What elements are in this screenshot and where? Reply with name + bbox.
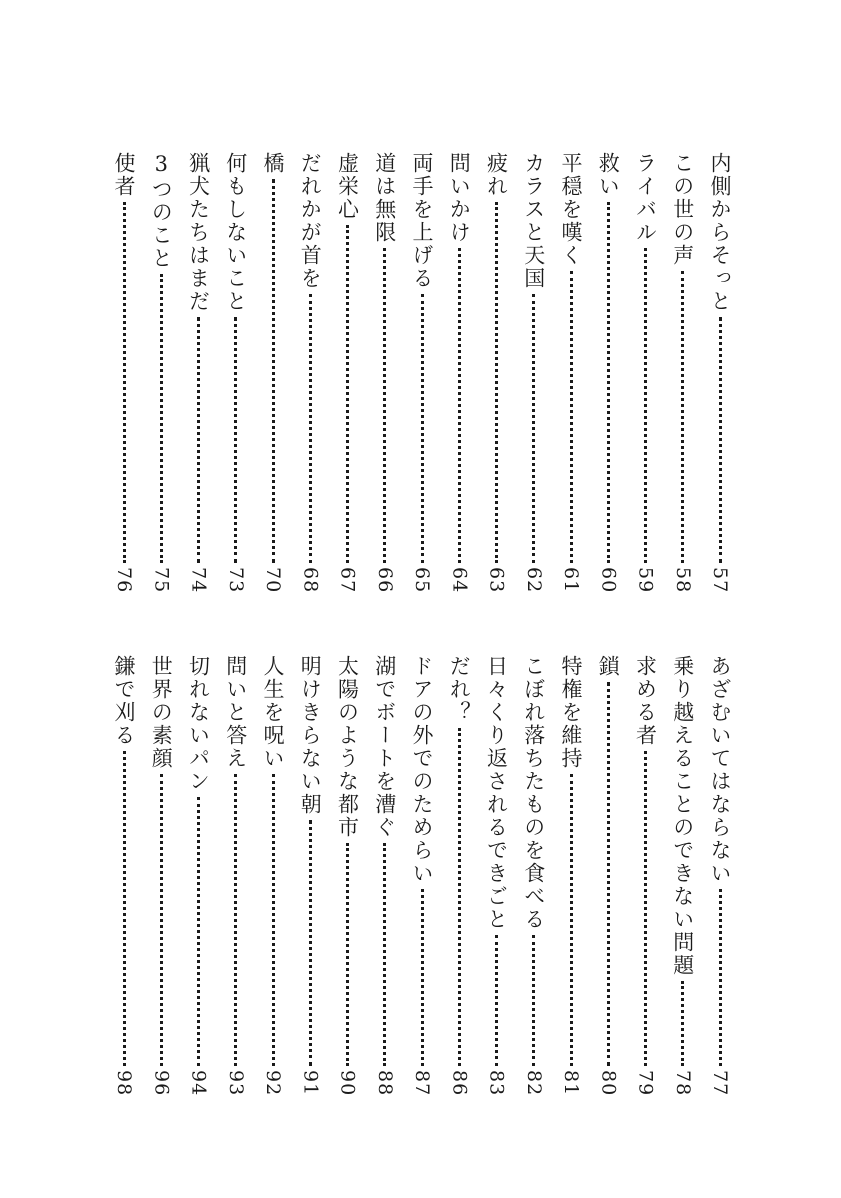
toc-entry-title: 道は無限 <box>372 152 397 244</box>
dotted-leader <box>570 774 573 1066</box>
dotted-leader <box>309 820 312 1066</box>
dotted-leader <box>123 751 126 1066</box>
toc-entry <box>556 152 586 597</box>
toc-entry-page-number: 81 <box>560 1070 582 1097</box>
toc-entry <box>482 152 512 597</box>
toc-entry-title: 太陽のような都市 <box>335 655 360 839</box>
toc-entry <box>668 152 698 597</box>
toc-entry-title: 問いかけ <box>447 152 472 244</box>
toc-entry <box>631 655 661 1100</box>
dotted-leader <box>197 317 200 563</box>
toc-entry-title: 救い <box>596 152 621 198</box>
toc-entry <box>146 655 176 1100</box>
toc-entry-title: 乗り越えることのできない問題 <box>670 655 695 977</box>
dotted-leader <box>458 728 461 1066</box>
toc-entry <box>444 655 474 1100</box>
toc-entry-title: 3つのこと <box>149 152 174 270</box>
toc-entry <box>333 152 363 597</box>
toc-entry-page-number: 62 <box>522 567 545 594</box>
toc-entry-title: ライバル <box>633 152 658 244</box>
dotted-leader <box>160 274 163 563</box>
toc-entry-page-number: 92 <box>262 1070 284 1097</box>
toc-entry-page-number: 65 <box>411 567 433 594</box>
dotted-leader <box>160 774 163 1066</box>
dotted-leader <box>123 202 126 563</box>
dotted-leader <box>234 774 237 1066</box>
toc-entry-title: 内側からそっと <box>708 152 732 313</box>
dotted-leader <box>421 294 424 563</box>
toc-entry-title: 何もしないこと <box>223 152 248 313</box>
toc-entry-title: 虚栄心 <box>335 152 360 221</box>
toc-entry <box>370 152 400 597</box>
dotted-leader <box>346 843 349 1066</box>
toc-entry-page-number: 88 <box>373 1070 396 1097</box>
dotted-leader <box>272 774 275 1066</box>
toc-entry-page-number: 80 <box>597 1070 620 1097</box>
toc-entry-title: 両手を上げる <box>410 152 434 290</box>
dotted-leader <box>346 225 349 563</box>
toc-entry-page-number: 59 <box>634 567 657 594</box>
toc-entry <box>295 152 325 597</box>
toc-entry-title: 特権を維持 <box>559 655 583 770</box>
toc-entry-page-number: 87 <box>411 1070 433 1097</box>
toc-entry <box>556 655 586 1100</box>
dotted-leader <box>532 935 535 1066</box>
toc-entry-page-number: 86 <box>448 1070 471 1097</box>
toc-entry-page-number: 77 <box>709 1070 731 1097</box>
toc-entry-page-number: 73 <box>224 567 247 594</box>
dotted-leader <box>495 202 498 563</box>
toc-entry-page-number: 78 <box>671 1070 694 1097</box>
toc-entry-page-number: 57 <box>709 567 731 594</box>
toc-entry-title: 人生を呪い <box>261 655 285 770</box>
toc-entry-page-number: 82 <box>522 1070 545 1097</box>
toc-entry-title: 明けきらない朝 <box>298 655 323 816</box>
toc-entry <box>705 152 735 597</box>
dotted-leader <box>719 317 722 563</box>
dotted-leader <box>681 981 684 1066</box>
toc-entry-page-number: 60 <box>597 567 620 594</box>
toc-entry-title: 日々くり返されるできごと <box>484 655 509 931</box>
toc-entry <box>258 152 288 597</box>
dotted-leader <box>234 317 237 563</box>
toc-entry <box>407 655 437 1100</box>
toc-entry-page-number: 94 <box>187 1070 210 1097</box>
dotted-leader <box>309 294 312 563</box>
toc-entry-page-number: 63 <box>485 567 508 594</box>
toc-entry-title: この世の声 <box>670 152 695 267</box>
toc-entry <box>184 152 214 597</box>
toc-entry-title: カラスと天国 <box>521 152 546 290</box>
toc-entry-title: 橋 <box>261 152 285 175</box>
toc-entry-page-number: 79 <box>634 1070 657 1097</box>
dotted-leader <box>719 889 722 1066</box>
dotted-leader <box>495 935 498 1066</box>
toc-entry <box>184 655 214 1100</box>
toc-entry-title: 平穏を嘆く <box>559 152 583 267</box>
toc-entry <box>482 655 512 1100</box>
toc-entry-title: 問いと答え <box>223 655 248 770</box>
toc-entry-title: 切れないパン <box>186 655 211 793</box>
toc-block-top <box>105 152 735 597</box>
toc-entry <box>705 655 735 1100</box>
toc-entry <box>668 655 698 1100</box>
toc-entry <box>221 152 251 597</box>
toc-entry <box>407 152 437 597</box>
toc-entry-title: ドアの外でのためらい <box>410 655 434 885</box>
toc-entry-page-number: 98 <box>113 1070 135 1097</box>
toc-entry-title: 世界の素顔 <box>149 655 174 770</box>
toc-entry <box>519 655 549 1100</box>
toc-entry-title: 鎖 <box>596 655 621 678</box>
toc-entry-page-number: 66 <box>373 567 396 594</box>
toc-entry-title: 使者 <box>112 152 136 198</box>
toc-entry <box>333 655 363 1100</box>
dotted-leader <box>607 682 610 1066</box>
toc-entry-page-number: 61 <box>560 567 582 594</box>
toc-entry-page-number: 75 <box>150 567 173 594</box>
toc-entry-title: 疲れ <box>484 152 509 198</box>
toc-entry-title: 鎌で刈る <box>112 655 136 747</box>
toc-entry-page-number: 93 <box>224 1070 247 1097</box>
toc-entry <box>109 152 139 597</box>
toc-entry-page-number: 68 <box>299 567 322 594</box>
dotted-leader <box>644 248 647 563</box>
dotted-leader <box>383 248 386 563</box>
toc-entry <box>109 655 139 1100</box>
dotted-leader <box>383 843 386 1066</box>
dotted-leader <box>532 294 535 563</box>
toc-entry-title: だれ？ <box>447 655 472 724</box>
dotted-leader <box>197 797 200 1066</box>
dotted-leader <box>607 202 610 563</box>
toc-entry-title: 猟犬たちはまだ <box>186 152 211 313</box>
toc-entry <box>370 655 400 1100</box>
toc-entry-title: 求める者 <box>633 655 658 747</box>
toc-entry-title: だれかが首を <box>298 152 323 290</box>
dotted-leader <box>570 271 573 563</box>
toc-entry-page-number: 67 <box>336 567 359 594</box>
toc-entry <box>146 152 176 597</box>
toc-entry-page-number: 91 <box>299 1070 322 1097</box>
toc-entry <box>295 655 325 1100</box>
toc-entry-title: 湖でボートを漕ぐ <box>372 655 397 839</box>
toc-entry-title: こぼれ落ちたものを食べる <box>521 655 546 931</box>
toc-entry <box>593 152 623 597</box>
toc-entry <box>631 152 661 597</box>
toc-block-bottom <box>105 655 735 1100</box>
toc-entry-page-number: 74 <box>187 567 210 594</box>
toc-entry-page-number: 90 <box>336 1070 359 1097</box>
toc-entry <box>593 655 623 1100</box>
toc-entry-page-number: 83 <box>485 1070 508 1097</box>
dotted-leader <box>644 751 647 1066</box>
toc-entry-page-number: 96 <box>150 1070 173 1097</box>
dotted-leader <box>421 889 424 1066</box>
toc-entry <box>221 655 251 1100</box>
toc-entry <box>519 152 549 597</box>
toc-entry-page-number: 58 <box>671 567 694 594</box>
dotted-leader <box>272 179 275 563</box>
dotted-leader <box>681 271 684 563</box>
toc-entry-page-number: 64 <box>448 567 471 594</box>
toc-entry <box>444 152 474 597</box>
toc-entry <box>258 655 288 1100</box>
toc-entry-page-number: 76 <box>113 567 135 594</box>
toc-entry-page-number: 70 <box>262 567 284 594</box>
toc-entry-title: あざむいてはならない <box>708 655 732 885</box>
dotted-leader <box>458 248 461 563</box>
